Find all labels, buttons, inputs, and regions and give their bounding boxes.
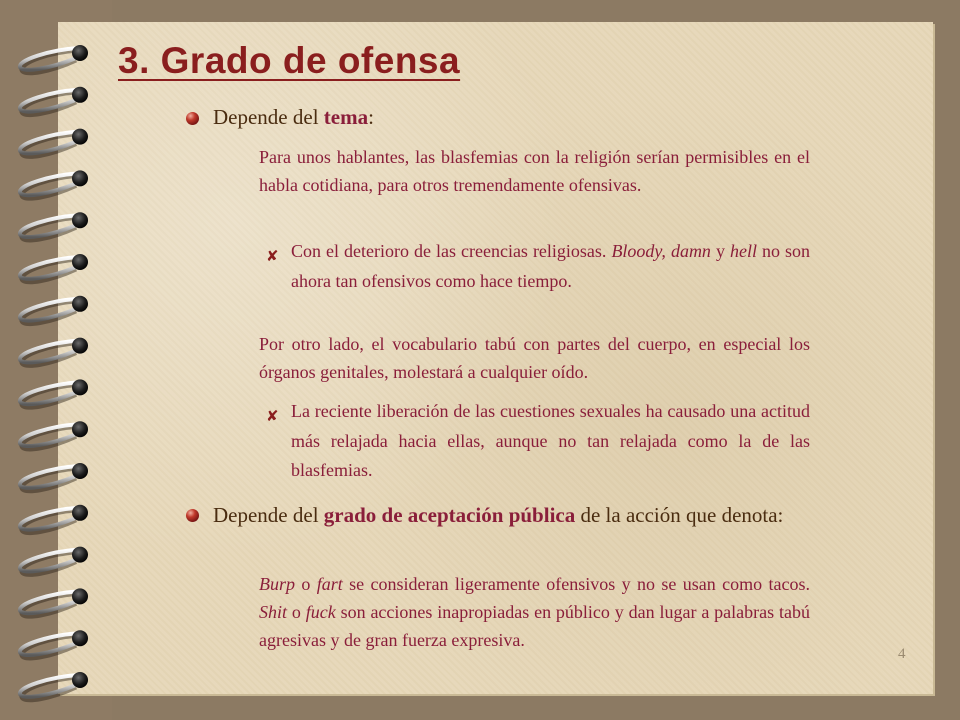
- spiral-ring: [20, 421, 88, 449]
- spiral-ring: [20, 212, 88, 240]
- subitem-liberacion: La reciente liberación de las cuestiones sexuales ha causado una actitud más relajada hacia ellas, aunque no tan relajada como la de las blasfemias.: [291, 401, 810, 480]
- bullet-aceptacion: Depende del grado de aceptación pública de la acción que denota:: [213, 503, 784, 527]
- spiral-ring: [20, 254, 88, 282]
- spiral-ring: [20, 379, 88, 407]
- spiral-ring: [20, 463, 88, 491]
- spiral-ring: [20, 129, 88, 157]
- paragraph-partes-cuerpo: Por otro lado, el vocabulario tabú con partes del cuerpo, en especial los órganos genitales, molestará a cualquier oído.: [259, 334, 810, 382]
- spiral-ring: [20, 672, 88, 700]
- red-ball-bullet-icon: [186, 509, 199, 522]
- subitem-creencias: Con el deterioro de las creencias religiosas. Bloody, damn y hell no son ahora tan ofensivos como hace tiempo.: [291, 241, 810, 291]
- paragraph-burp-fart: Burp o fart se consideran ligeramente ofensivos y no se usan como tacos. Shit o fuck son acciones inapropiadas en público y dan lugar a palabras tabú agresivas y de gran fuerza expresiva.: [259, 574, 811, 650]
- spiral-ring: [20, 170, 88, 198]
- spiral-rings: [0, 0, 120, 720]
- cross-mark-icon: ✘: [266, 247, 279, 265]
- spiral-ring: [20, 547, 88, 575]
- slide-title: 3. Grado de ofensa: [118, 40, 461, 81]
- spiral-ring: [20, 588, 88, 616]
- spiral-ring: [20, 505, 88, 533]
- page-number: 4: [898, 646, 906, 662]
- spiral-ring: [20, 338, 88, 366]
- bullet-tema: Depende del tema:: [213, 105, 374, 129]
- spiral-ring: [20, 296, 88, 324]
- red-ball-bullet-icon: [186, 112, 199, 125]
- cross-mark-icon: ✘: [266, 407, 279, 425]
- spiral-ring: [20, 45, 88, 73]
- paragraph-blasfemias: Para unos hablantes, las blasfemias con la religión serían permisibles en el habla cotidiana, para otros tremendamente ofensivas.: [259, 147, 810, 195]
- spiral-ring: [20, 87, 88, 115]
- spiral-ring: [20, 630, 88, 658]
